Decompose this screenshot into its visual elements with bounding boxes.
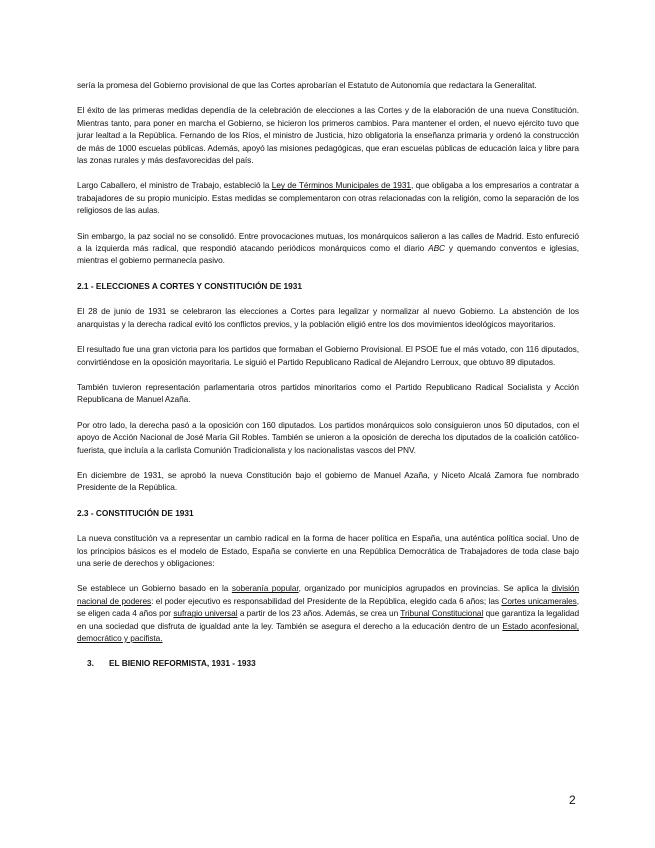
paragraph-text: El resultado fue una gran victoria para los partidos que formaban el Gobierno Provisional. El PSOE fue el más votado, con 116 diputados, convirtiéndose en la oposición mayoritaria. Le siguió el Partido Republicano Radical de Alejandro Lerroux, que obtuvo 89 diputados. (77, 344, 579, 367)
paragraph (77, 343, 579, 368)
paragraph-text: El 28 de junio de 1931 se celebraron las elecciones a Cortes para legalizar y normalizar al nuevo Gobierno. La abstención de los anarquistas y la derecha radical evitó los conflictos previos, y la población eligió entre los dos movimientos ideológicos mayoritarios. (77, 306, 579, 329)
paragraph-text: a partir de los 23 años. Además, se crea un (237, 608, 401, 619)
section-heading: 2.1 - ELECCIONES A CORTES Y CONSTITUCIÓN DE 1931 (77, 280, 302, 291)
chapter-title: EL BIENIO REFORMISTA, 1931 - 1933 (109, 658, 256, 669)
tribunal-constitucional-link[interactable]: Tribunal Constitucional (400, 608, 484, 619)
paragraph (77, 104, 579, 166)
paragraph-text: En diciembre de 1931, se aprobó la nueva Constitución bajo el gobierno de Manuel Azaña, y Niceto Alcalá Zamora fue nombrado Presidente de la República. (77, 469, 579, 493)
paragraph-text: , que obligaba a los empresarios a contratar a trabajadores de su propio municipio. Estas medidas se complementaron con otras relacionadas con la religión, como la separación de los religiosos de las aulas. (77, 180, 579, 216)
cortes-unicamerales-link[interactable]: Cortes unicamerales (501, 595, 577, 606)
section-heading: 2.3 - CONSTITUCIÓN DE 1931 (77, 507, 194, 518)
page-content (77, 79, 579, 670)
chapter-number: 3. (87, 658, 94, 669)
paragraph (77, 582, 579, 644)
paragraph (77, 381, 579, 406)
ley-terminos-municipales-link[interactable]: Ley de Términos Municipales de 1931 (271, 180, 411, 191)
paragraph-text: También tuvieron representación parlamentaria otros partidos minoritarios como el Partido Republicano Radical Socialista y Acción Republicana de Manuel Azaña. (77, 381, 579, 405)
paragraph-text: , organizado por municipios agrupados en provincias. Se aplica la (298, 583, 552, 594)
paragraph (77, 532, 579, 569)
paragraph-text: La nueva constitución va a representar un cambio radical en la forma de hacer política en España, una auténtica política social. Uno de los principios básicos es el modelo de Estado, España se convierte en una República Democrática de Trabajadores de toda clase bajo una serie de derechos y obligaciones: (77, 533, 579, 568)
paragraph (77, 305, 579, 330)
paragraph-text: que garantiza la legalidad en una sociedad que disfruta de igualdad ante la ley. También se asegura el derecho a la educación dentro de un (77, 608, 580, 631)
paragraph (77, 419, 579, 456)
paragraph-text: Se establece un Gobierno basado en la (77, 583, 232, 594)
sufragio-universal-link[interactable]: sufragio universal (173, 608, 238, 619)
paragraph (77, 179, 579, 216)
paragraph-text: El éxito de las primeras medidas dependía de la celebración de elecciones a las Cortes y de la elaboración de una nueva Constitución. Mientras tanto, para poner en marcha el Gobierno, se hicieron los primeros cambios. Para mantener el orden, el nuevo ejército tuvo que jurar lealtad a la República. Fernando de los Ríos, el ministro de Justicia, hizo obligatoria la enseñanza primaria y ordenó la construcción de más de 1000 escuelas públicas. Además, apoyó las misiones pedagógicas, que eran escuelas públicas de educación laica y libre para las zonas rurales y más desfavorecidas del país. (77, 105, 579, 166)
paragraph-text: : el poder ejecutivo es responsabilidad del Presidente de la República, elegido cada 6 años; las (151, 595, 502, 606)
estado-aconfesional-link[interactable]: Estado aconfesional, democrático y pacifista. (77, 620, 579, 643)
chapter-heading (87, 657, 579, 669)
division-poderes-link[interactable]: división nacional de poderes (77, 583, 580, 606)
paragraph-text: Por otro lado, la derecha pasó a la oposición con 160 diputados. Los partidos monárquicos solo consiguieron unos 50 diputados, con el apoyo de Acción Nacional de José María Gil Robles. También se unieron a la oposición de derecha los diputados de la coalición católico-fuerista, que incluía a la carlista Comunión Tradicionalista y los nacionalistas vascos del PNV. (77, 419, 579, 455)
soberania-popular-link[interactable]: soberanía popular (231, 583, 299, 594)
paragraph (77, 469, 579, 494)
paragraph-text: Sin embargo, la paz social no se consolidó. Entre provocaciones mutuas, los monárquicos salieron a las calles de Madrid. Esto enfureció a la izquierda más radical, que respondió atacando periódicos monárquicos como el diario (77, 230, 579, 254)
paragraph-text: sería la promesa del Gobierno provisional de que las Cortes aprobarían el Estatuto de Autonomía que redactara la Generalitat. (77, 80, 537, 90)
paragraph-text: , se eligen cada 4 años por (77, 595, 579, 619)
abc-newspaper-name: ABC (428, 243, 446, 254)
paragraph-text: Largo Caballero, el ministro de Trabajo, estableció la (77, 180, 272, 191)
paragraph-text: y quemando conventos e iglesias, mientras el gobierno permanecía pasivo. (77, 243, 579, 266)
paragraph (77, 79, 579, 91)
page-number: 2 (569, 793, 576, 807)
paragraph (77, 230, 579, 267)
